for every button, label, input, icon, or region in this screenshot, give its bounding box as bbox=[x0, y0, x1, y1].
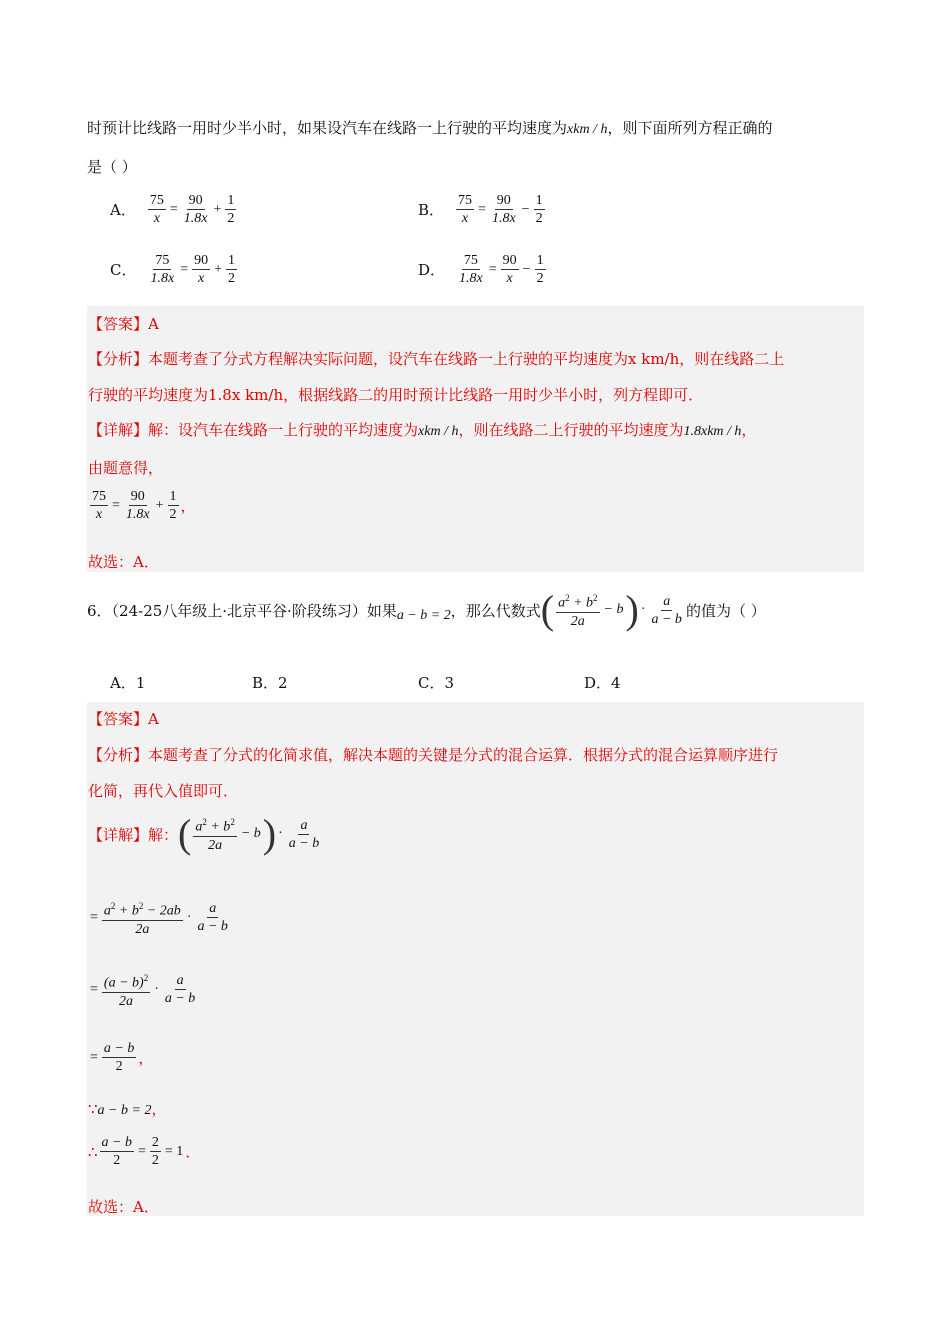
q5-speed-unit: xkm / h bbox=[567, 122, 608, 137]
fraction: $\frac{1}{2}$ bbox=[227, 193, 235, 226]
answer-tag: 【答案】 bbox=[88, 315, 149, 333]
fraction: $\frac{75}{x}$ bbox=[149, 193, 164, 226]
q5-analysis-line1: 【分析】本题考查了分式方程解决实际问题，设汽车在线路一上行驶的平均速度为x km/h，则在线路二上 bbox=[88, 350, 785, 368]
q5-stem-line1 bbox=[87, 117, 772, 138]
q6-stem-mid: ，那么代数式 bbox=[450, 601, 541, 620]
q5-conclusion: 故选：A． bbox=[88, 553, 159, 571]
q6-step-2: = $\frac{(a - b)^2}{2a}$ · $\frac{a}{a - b}$ bbox=[88, 970, 199, 1010]
q5-option-a[interactable]: A． $\frac{75}{x}$ = $\frac{90}{1.8x}$ + $\frac{1}{2}$ bbox=[110, 193, 235, 226]
q5-equation: $\frac{75}{x}$ = $\frac{90}{1.8x}$ + $\frac{1}{2}$ ， bbox=[92, 489, 196, 522]
speed-expr-1: xkm / h bbox=[418, 424, 459, 439]
option-label: B． bbox=[418, 201, 445, 219]
q6-condition: a − b = 2 bbox=[396, 608, 451, 623]
q6-option-a[interactable]: A．1 bbox=[110, 674, 146, 692]
q5-detail-line1: 【详解】解：设汽车在线路一上行驶的平均速度为xkm / h，则在线路二上行驶的平均速度为1.8xkm / h， bbox=[88, 421, 757, 439]
fraction: $\frac{90}{1.8x}$ bbox=[491, 193, 516, 226]
q6-because-line: ∵a − b = 2， bbox=[88, 1100, 167, 1118]
q6-option-d[interactable]: D．4 bbox=[584, 674, 621, 692]
speed-expr-2: 1.8xkm / h bbox=[683, 424, 742, 439]
q5-stem-text-b: ，则下面所列方程正确的 bbox=[607, 119, 773, 137]
q5-option-c[interactable]: C． $\frac{75}{1.8x}$ = $\frac{90}{x}$ + $\frac{1}{2}$ bbox=[110, 253, 236, 286]
q5-detail-line2: 由题意得， bbox=[88, 459, 164, 477]
fraction: $\frac{75}{1.8x}$ bbox=[459, 253, 483, 286]
q5-stem-line2: 是（ ） bbox=[87, 158, 137, 176]
because-symbol: ∵ bbox=[88, 1100, 98, 1118]
q6-analysis-line2: 化简，再代入值即可． bbox=[88, 782, 239, 800]
q5-option-b[interactable]: B． $\frac{75}{x}$ = $\frac{90}{1.8x}$ − $\frac{1}{2}$ bbox=[418, 193, 543, 226]
q6-conclusion: 故选：A． bbox=[88, 1198, 159, 1216]
q5-stem-text-a: 时预计比线路一用时少半小时，如果设汽车在线路一上行驶的平均速度为 bbox=[87, 119, 568, 137]
q6-therefore-line: ∴ $\frac{a - b}{2}$ = $\frac{2}{2}$ = 1 ． bbox=[88, 1135, 201, 1168]
fraction: $\frac{1}{2}$ bbox=[536, 253, 544, 286]
q6-step-1: = $\frac{a^2 + b^2 - 2ab}{2a}$ · $\frac{a}{a - b}$ bbox=[88, 898, 232, 938]
analysis-tag: 【分析】 bbox=[88, 746, 149, 764]
answer-value: A bbox=[148, 710, 159, 728]
detail-tag: 【详解】 bbox=[88, 421, 149, 439]
fraction: $\frac{75}{1.8x}$ bbox=[150, 253, 175, 286]
therefore-symbol: ∴ bbox=[88, 1142, 98, 1161]
analysis-tag: 【分析】 bbox=[88, 350, 149, 368]
q6-detail-line1: 【详解】 解： ( $\frac{a^2 + b^2}{2a}$ − b ) · $\frac{a}{a - b}$ bbox=[88, 811, 320, 856]
answer-value: A bbox=[148, 315, 159, 333]
fraction: $\frac{75}{x}$ bbox=[458, 193, 473, 226]
fraction: $\frac{90}{1.8x}$ bbox=[183, 193, 208, 226]
q6-option-c[interactable]: C．3 bbox=[418, 674, 455, 692]
q6-stem-prefix: 6．（24-25八年级上·北京平谷·阶段练习）如果 bbox=[87, 601, 397, 620]
q6-stem: 6．（24-25八年级上·北京平谷·阶段练习）如果 a − b = 2 ，那么代数式 ( $\frac{a^2 + b^2}{2a}$ − b ) · $\frac{a}{a - b}$ 的值为（ ） bbox=[87, 587, 766, 632]
q6-step-3: = $\frac{a - b}{2}$ ， bbox=[90, 1041, 154, 1074]
q6-option-b[interactable]: B．2 bbox=[252, 674, 288, 692]
fraction: $\frac{1}{2}$ bbox=[228, 253, 236, 286]
fraction: $\frac{90}{x}$ bbox=[502, 253, 517, 286]
option-label: C． bbox=[110, 261, 137, 279]
fraction: $\frac{90}{x}$ bbox=[194, 253, 209, 286]
option-label: A． bbox=[110, 201, 136, 219]
option-label: D． bbox=[418, 261, 446, 279]
q6-answer bbox=[88, 708, 159, 729]
q5-analysis-line2: 行驶的平均速度为1.8x km/h，根据线路二的用时预计比线路一用时少半小时，列方程即可． bbox=[88, 386, 704, 404]
q5-answer bbox=[88, 313, 159, 334]
q5-option-d[interactable]: D． $\frac{75}{1.8x}$ = $\frac{90}{x}$ − $\frac{1}{2}$ bbox=[418, 253, 544, 286]
answer-tag: 【答案】 bbox=[88, 710, 149, 728]
q6-stem-suffix: 的值为（ ） bbox=[685, 601, 766, 620]
q6-analysis-line1: 【分析】本题考查了分式的化简求值，解决本题的关键是分式的混合运算．根据分式的混合运算顺序进行 bbox=[88, 746, 779, 764]
detail-tag: 【详解】 bbox=[88, 825, 149, 844]
fraction: $\frac{1}{2}$ bbox=[535, 193, 543, 226]
